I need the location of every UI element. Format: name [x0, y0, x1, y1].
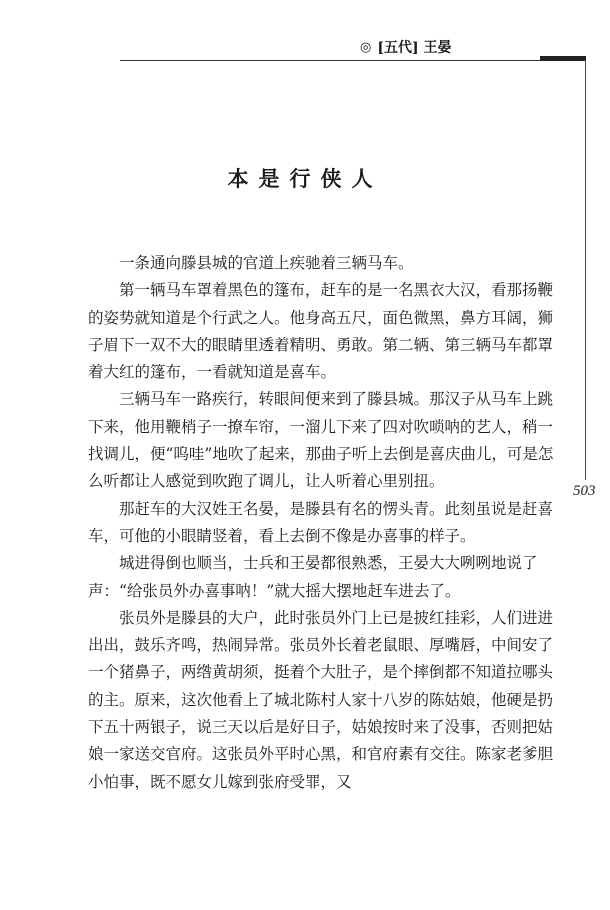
- chapter-title: 本是行侠人: [227, 166, 383, 191]
- header-rule-accent: [540, 56, 586, 61]
- running-header: [360, 36, 451, 58]
- paragraph: 城进得倒也顺当，士兵和王晏都很熟悉，王晏大大咧咧地说了声：“给张员外办喜事呐！”就大摇大摆地赶车进去了。: [88, 554, 538, 600]
- page-number: 503: [573, 483, 596, 499]
- body-text: [88, 250, 558, 796]
- header-rule: [120, 60, 586, 61]
- paragraph: 三辆马车一路疾行，转眼间便来到了滕县城。那汉子从马车上跳下来，他用鞭梢子一撩车帘，一溜儿下来了四对吹唢呐的艺人，稍一找调儿，便“呜哇”地吹了起来，那曲子听上去倒是喜庆曲儿，可是怎么听都让人感觉到吹跑了调儿，让人听着心里别扭。: [88, 390, 554, 491]
- paragraph: 那赶车的大汉姓王名晏，是滕县有名的愣头青。此刻虽说是赶喜车，可他的小眼睛竖着，看上去倒不像是办喜事的样子。: [88, 499, 554, 545]
- side-rule: [585, 60, 586, 480]
- circle-bullet-icon: ◎: [360, 39, 372, 55]
- header-text: [五代] 王晏: [377, 40, 452, 56]
- paragraph: 第一辆马车罩着黑色的篷布，赶车的是一名黑衣大汉，看那扬鞭的姿势就知道是个行武之人。他身高五尺，面色微黑，鼻方耳阔，狮子眉下一双不大的眼睛里透着精明、勇敢。第二辆、第三辆马车都罩着大红的篷布，一看就知道是喜车。: [88, 281, 554, 382]
- paragraph: 一条通向滕县城的官道上疾驰着三辆马车。: [119, 254, 414, 272]
- paragraph: 张员外是滕县的大户，此时张员外门上已是披红挂彩，人们进进出出，鼓乐齐鸣，热闹异常。张员外长着老鼠眼、厚嘴唇，中间安了一个猪鼻子，两绺黄胡须，挺着个大肚子，是个摔倒都不知道拉哪头的主。原来，这次他看上了城北陈村人家十八岁的陈姑娘，他硬是扔下五十两银子，说三天以后是好日子，姑娘按时来了没事，否则把姑娘一家送交官府。这张员外平时心黑，和官府素有交往。陈家老爹胆小怕事，既不愿女儿嫁到张府受罪，又: [88, 608, 554, 791]
